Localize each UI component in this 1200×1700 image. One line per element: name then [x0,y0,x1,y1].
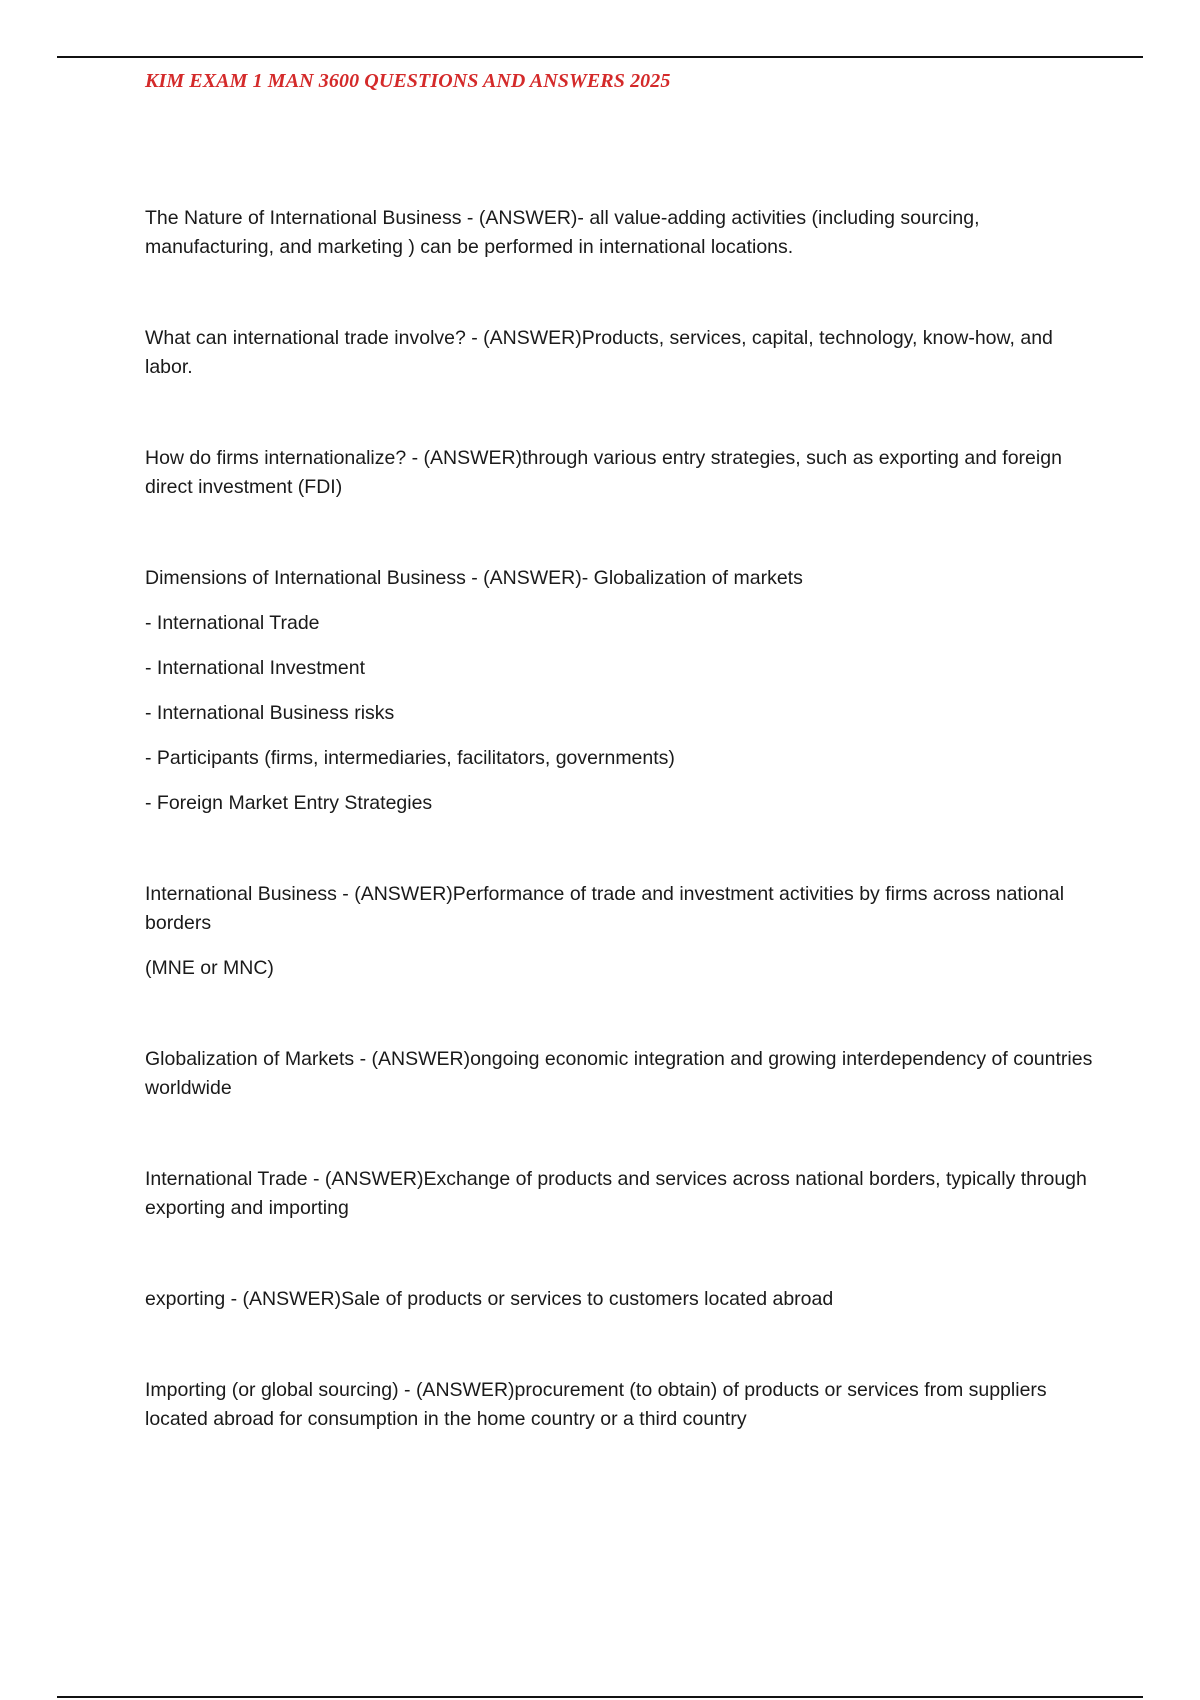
qa-text: International Trade - (ANSWER)Exchange of products and services across national borders, typically through exporting and importing [145,1168,1087,1219]
qa-text: Importing (or global sourcing) - (ANSWER)procurement (to obtain) of products or services from suppliers located abroad for consumption in the home country or a third country [145,1379,1047,1430]
bullet-item: - Participants (firms, intermediaries, facilitators, governments) [145,747,675,769]
qa-entry [145,1376,1105,1434]
qa-entry [145,204,1105,262]
qa-entry [145,564,1105,818]
document-title: KIM EXAM 1 MAN 3600 QUESTIONS AND ANSWERS 2025 [145,70,671,92]
header-rule [57,56,1143,58]
qa-text: Dimensions of International Business - (ANSWER)- Globalization of markets [145,567,803,589]
qa-text: How do firms internationalize? - (ANSWER)through various entry strategies, such as exporting and foreign direct investment (FDI) [145,447,1062,498]
qa-entry [145,1285,1105,1314]
bullet-item: - International Investment [145,657,366,679]
bullet-item: - International Trade [145,612,320,634]
footer-rule [57,1696,1143,1698]
qa-text: International Business - (ANSWER)Performance of trade and investment activities by firms across national borders [145,883,1065,934]
bullet-item: - Foreign Market Entry Strategies [145,792,433,814]
qa-text: exporting - (ANSWER)Sale of products or services to customers located abroad [145,1288,834,1310]
qa-extra-text: (MNE or MNC) [145,957,274,979]
qa-entry [145,880,1105,983]
document-body [145,204,1105,1434]
qa-entry [145,444,1105,502]
qa-text: Globalization of Markets - (ANSWER)ongoing economic integration and growing interdependency of countries worldwide [145,1048,1093,1099]
qa-text: What can international trade involve? - (ANSWER)Products, services, capital, technology, know-how, and labor. [145,327,1053,378]
qa-entry [145,1165,1105,1223]
qa-entry [145,324,1105,382]
qa-bullet-list [145,609,1105,818]
qa-entry [145,1045,1105,1103]
qa-text: The Nature of International Business - (ANSWER)- all value-adding activities (including sourcing, manufacturing, and marketing ) can be performed in international locations. [145,207,980,258]
bullet-item: - International Business risks [145,702,395,724]
